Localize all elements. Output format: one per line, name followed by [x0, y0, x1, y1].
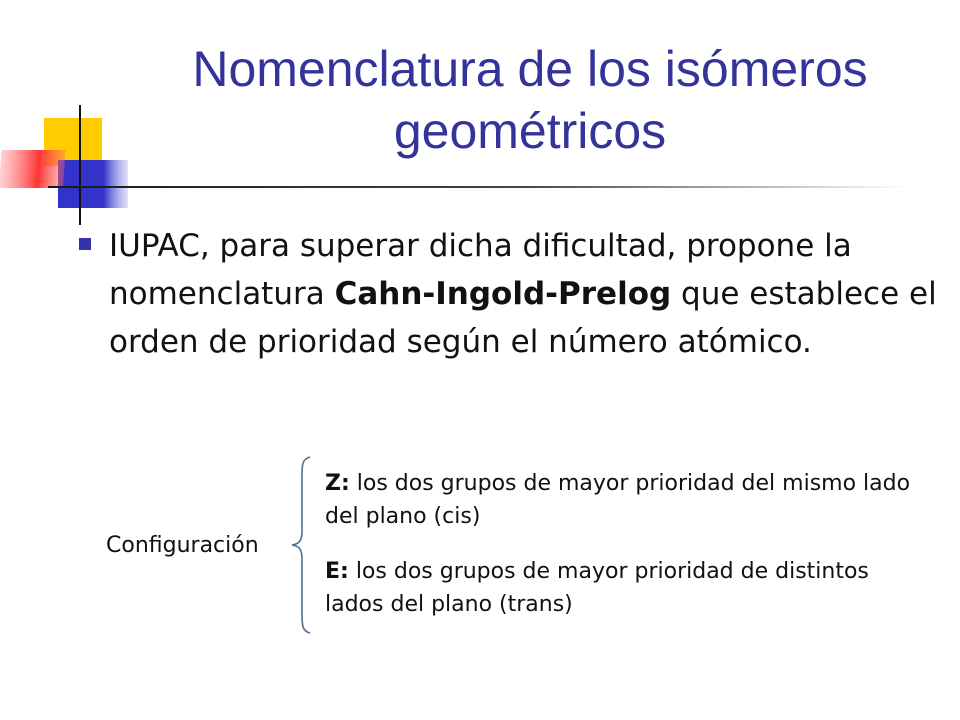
z-key: Z:: [325, 471, 350, 496]
bullet-square-icon: [79, 238, 91, 250]
decorative-squares-graphic: [0, 0, 140, 230]
cip-term: Cahn-Ingold-Prelog: [334, 276, 672, 312]
bullet-text-end: que establece el orden de prioridad según el número atómico.: [109, 276, 937, 360]
bullet-text-start: IUPAC, para superar dicha dificultad, propone la nomenclatura: [109, 228, 852, 312]
slide-title: Nomenclatura de los isómeros geométricos: [192, 41, 868, 159]
e-key: E:: [325, 559, 349, 584]
curly-brace-icon: [290, 455, 320, 635]
title-underline: [48, 186, 908, 188]
e-configuration-definition: [325, 555, 925, 621]
configuration-label: Configuración: [106, 533, 259, 558]
red-bar: [0, 150, 66, 188]
blue-square: [58, 160, 128, 208]
z-text: los dos grupos de mayor prioridad del mismo lado del plano (cis): [325, 471, 911, 529]
bullet-text: [109, 222, 949, 366]
z-configuration-definition: [325, 467, 925, 533]
e-text: los dos grupos de mayor prioridad de distintos lados del plano (trans): [325, 559, 869, 617]
